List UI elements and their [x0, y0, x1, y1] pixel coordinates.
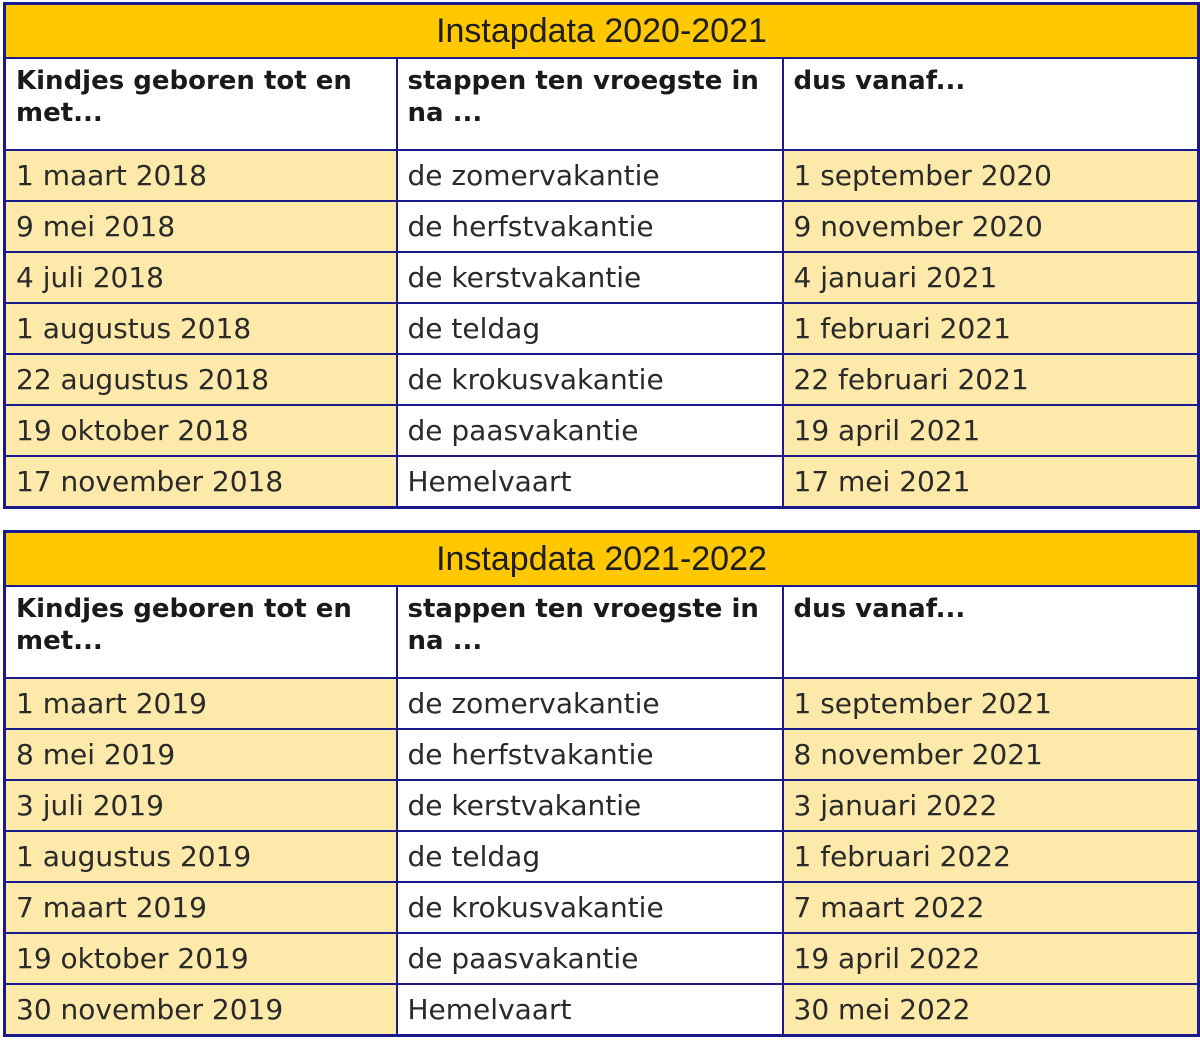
column-header-born: Kindjes geboren tot en met...: [5, 586, 397, 678]
birth-date-cell: 19 oktober 2019: [5, 933, 397, 984]
start-date-cell: 17 mei 2021: [783, 456, 1199, 508]
birth-date-cell: 7 maart 2019: [5, 882, 397, 933]
start-date-cell: 1 februari 2022: [783, 831, 1199, 882]
table-row: [5, 831, 1199, 882]
holiday-cell: de zomervakantie: [397, 150, 783, 201]
holiday-cell: de zomervakantie: [397, 678, 783, 729]
birth-date-cell: 19 oktober 2018: [5, 405, 397, 456]
holiday-cell: de krokusvakantie: [397, 882, 783, 933]
table-row: [5, 303, 1199, 354]
birth-date-cell: 22 augustus 2018: [5, 354, 397, 405]
birth-date-cell: 17 november 2018: [5, 456, 397, 508]
table-title: Instapdata 2021-2022: [5, 532, 1199, 587]
column-header-born: Kindjes geboren tot en met...: [5, 58, 397, 150]
holiday-cell: de herfstvakantie: [397, 729, 783, 780]
birth-date-cell: 9 mei 2018: [5, 201, 397, 252]
holiday-cell: Hemelvaart: [397, 456, 783, 508]
start-date-cell: 22 februari 2021: [783, 354, 1199, 405]
start-date-cell: 30 mei 2022: [783, 984, 1199, 1036]
start-date-cell: 19 april 2022: [783, 933, 1199, 984]
holiday-cell: Hemelvaart: [397, 984, 783, 1036]
start-date-cell: 4 januari 2021: [783, 252, 1199, 303]
table-title: Instapdata 2020-2021: [5, 4, 1199, 59]
birth-date-cell: 1 maart 2018: [5, 150, 397, 201]
birth-date-cell: 1 maart 2019: [5, 678, 397, 729]
birth-date-cell: 3 juli 2019: [5, 780, 397, 831]
table-row: [5, 933, 1199, 984]
table-row: [5, 252, 1199, 303]
table-row: [5, 354, 1199, 405]
start-date-cell: 1 september 2021: [783, 678, 1199, 729]
start-date-cell: 1 september 2020: [783, 150, 1199, 201]
holiday-cell: de teldag: [397, 303, 783, 354]
table-row: [5, 150, 1199, 201]
table-row: [5, 456, 1199, 508]
birth-date-cell: 8 mei 2019: [5, 729, 397, 780]
start-date-cell: 3 januari 2022: [783, 780, 1199, 831]
birth-date-cell: 1 augustus 2018: [5, 303, 397, 354]
column-header-enter-after: stappen ten vroegste in na ...: [397, 58, 783, 150]
table-row: [5, 882, 1199, 933]
holiday-cell: de paasvakantie: [397, 933, 783, 984]
birth-date-cell: 1 augustus 2019: [5, 831, 397, 882]
schedule-table-2020-2021: [3, 2, 1200, 509]
table-row: [5, 780, 1199, 831]
holiday-cell: de krokusvakantie: [397, 354, 783, 405]
holiday-cell: de paasvakantie: [397, 405, 783, 456]
column-header-from: dus vanaf...: [783, 58, 1199, 150]
birth-date-cell: 30 november 2019: [5, 984, 397, 1036]
column-header-from: dus vanaf...: [783, 586, 1199, 678]
holiday-cell: de kerstvakantie: [397, 780, 783, 831]
start-date-cell: 1 februari 2021: [783, 303, 1199, 354]
start-date-cell: 9 november 2020: [783, 201, 1199, 252]
schedule-table-2021-2022: [3, 530, 1200, 1037]
column-header-enter-after: stappen ten vroegste in na ...: [397, 586, 783, 678]
holiday-cell: de kerstvakantie: [397, 252, 783, 303]
start-date-cell: 19 april 2021: [783, 405, 1199, 456]
table-row: [5, 678, 1199, 729]
holiday-cell: de herfstvakantie: [397, 201, 783, 252]
start-date-cell: 7 maart 2022: [783, 882, 1199, 933]
start-date-cell: 8 november 2021: [783, 729, 1199, 780]
table-row: [5, 984, 1199, 1036]
table-row: [5, 729, 1199, 780]
birth-date-cell: 4 juli 2018: [5, 252, 397, 303]
table-row: [5, 405, 1199, 456]
table-row: [5, 201, 1199, 252]
holiday-cell: de teldag: [397, 831, 783, 882]
